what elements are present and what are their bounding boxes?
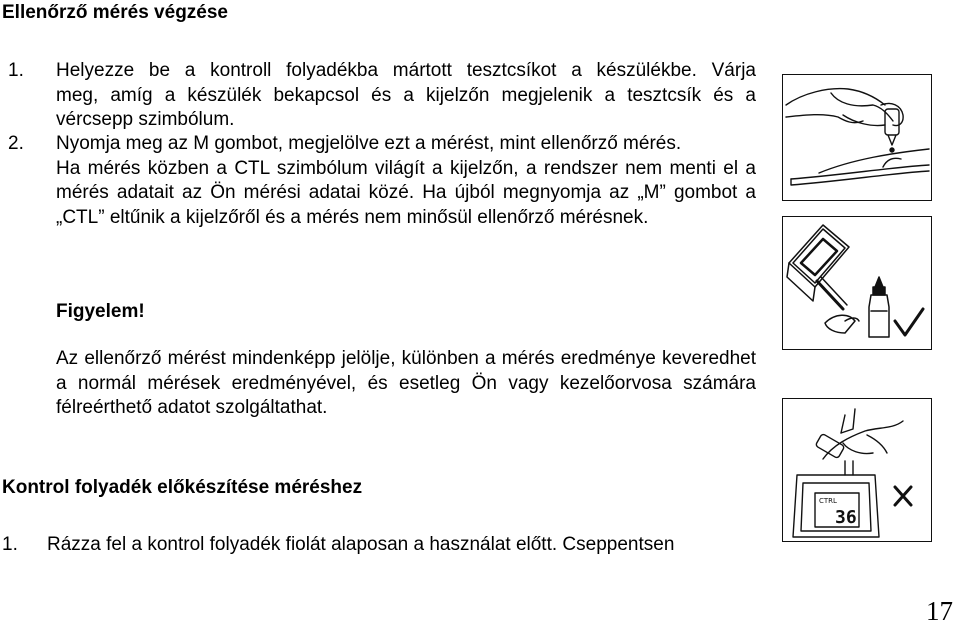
figure-meter-display-cross xyxy=(782,398,932,542)
check-mark-icon xyxy=(895,309,923,335)
list-number-1: 1. xyxy=(8,60,24,81)
display-reading: 36 xyxy=(835,507,857,528)
section-title-control-test: Ellenőrző mérés végzése xyxy=(2,2,228,23)
vial-icon xyxy=(869,277,889,337)
list-item-1 xyxy=(56,59,756,133)
svg-text:CTRL: CTRL xyxy=(819,497,837,505)
list-number-2: 2. xyxy=(8,133,24,154)
dropper-hand-icon xyxy=(783,75,931,200)
cross-mark-icon xyxy=(895,487,911,505)
figure-dropper-on-strip xyxy=(782,74,932,201)
list-item-2-line1: Nyomja meg az M gombot, megjelölve ezt a mérést, mint ellenőrző mérés. xyxy=(56,133,682,154)
section-title-control-prep: Kontrol folyadék előkészítése méréshez xyxy=(2,477,363,498)
list-item-1-line1: Helyezze be a kontroll folyadékba mártott tesztcsíkot a készülékbe. Várja xyxy=(56,60,756,81)
list-item-2 xyxy=(56,132,756,230)
meter-vial-check-drawing xyxy=(783,217,931,349)
meter-strip-icon xyxy=(787,225,849,309)
warning-heading: Figyelem! xyxy=(56,301,145,322)
list-item-1-rest: meg, amíg a készülék bekapcsol és a kijelzőn megjelenik a tesztcsík és a vércsepp szimbólum. xyxy=(56,84,756,130)
prep-item-1-text: Rázza fel a kontrol folyadék fiolát alaposan a használat előtt. Cseppentsen xyxy=(47,534,675,555)
meter-display-cross-drawing xyxy=(783,399,931,541)
figure-meter-with-vial-check xyxy=(782,216,932,350)
list-item-2-rest: Ha mérés közben a CTL szimbólum világít a kijelzőn, a rendszer nem menti el a mérés adatait az Ön mérési adatai közé. Ha újból megnyomja az „M” gombot a „CTL” eltűnik a kijelzőről és a mérés nem minősül ellenőrző mérésnek. xyxy=(56,157,756,228)
list-number-prep-1: 1. xyxy=(2,534,18,555)
page-number: 17 xyxy=(926,596,953,626)
warning-text: Az ellenőrző mérést mindenképp jelölje, különben a mérés eredménye keveredhet a normál mérések eredményével, és esetleg Ön vagy kezelőorvosa számára félreérthető adatot szolgáltathat. xyxy=(56,348,756,418)
